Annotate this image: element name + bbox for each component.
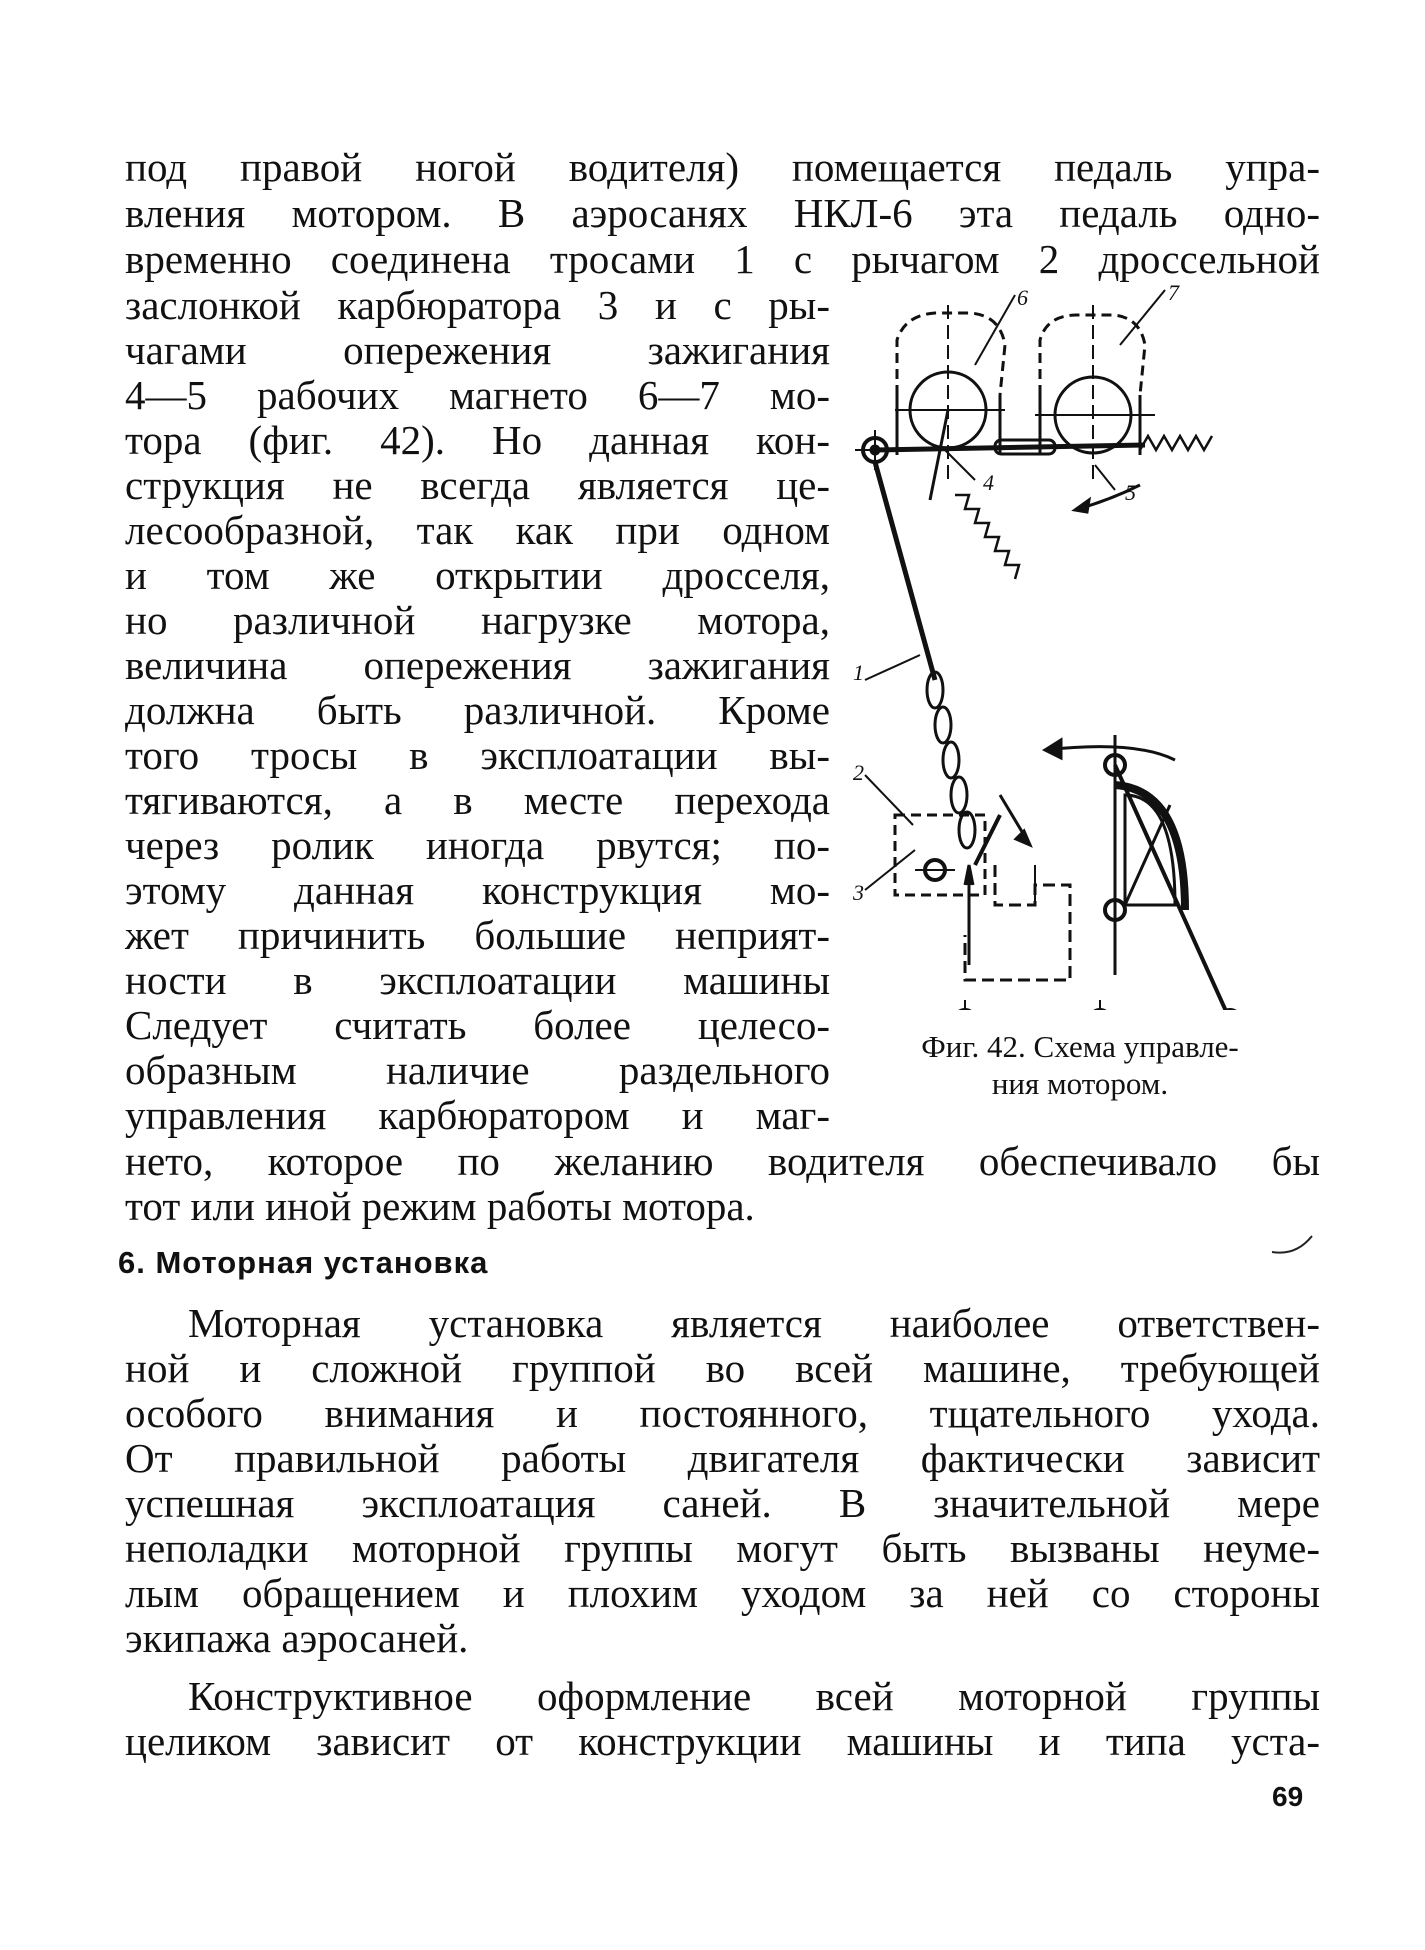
magneto-7 (1035, 305, 1155, 485)
figure-caption-line1: Фиг. 42. Схема управле- (921, 1029, 1239, 1064)
figure-caption-line2: ния мотором. (991, 1066, 1169, 1101)
text-line: целиком зависит от конструкции машины и типа уста- (125, 1718, 1320, 1764)
text-line: струкция не всегда является це- (125, 462, 830, 508)
text-line: но различной нагрузке мотора, (125, 597, 830, 643)
label-6: 6 (1017, 285, 1028, 310)
text-line: через ролик иногда рвутся; по- (125, 822, 830, 868)
section-heading: 6. Моторная установка (118, 1245, 489, 1280)
text-line: тора (фиг. 42). Но данная кон- (125, 417, 830, 463)
text-line: чагами опережения зажигания (125, 327, 830, 373)
text-line: особого внимания и постоянного, тщательного ухода. (125, 1390, 1320, 1436)
figure-42-diagram (835, 285, 1325, 1010)
text-line: Моторная установка является наиболее ответствен- (188, 1300, 1320, 1346)
text-line: того тросы в эксплоатации вы- (125, 732, 830, 778)
text-line: Конструктивное оформление всей моторной группы (188, 1673, 1320, 1719)
magneto-6 (895, 305, 1005, 485)
text-line: От правильной работы двигателя фактически зависит (125, 1435, 1320, 1481)
label-7: 7 (1168, 285, 1179, 305)
text-line: должна быть различной. Кроме (125, 687, 830, 733)
text-line: тягиваются, а в месте перехода (125, 777, 830, 823)
text-line: лым обращением и плохим уходом за ней со стороны (125, 1570, 1320, 1616)
stray-mark (1268, 1230, 1318, 1260)
text-line: тот или иной режим работы мотора. (125, 1183, 755, 1229)
text-line: образным наличие раздельного (125, 1047, 830, 1093)
label-2: 2 (853, 760, 864, 785)
text-line: ной и сложной группой во всей машине, требующей (125, 1345, 1320, 1391)
text-line: лесообразной, так как при одном (125, 507, 830, 553)
text-line: под правой ногой водителя) помещается педаль упра- (125, 144, 1320, 190)
page-number: 69 (1272, 1781, 1304, 1812)
label-5: 5 (1125, 480, 1136, 505)
text-line: заслонкой карбюратора 3 и с ры- (125, 282, 830, 328)
text-line: этому данная конструкция мо- (125, 867, 830, 913)
text-line: Следует считать более целесо- (125, 1002, 830, 1048)
text-line: экипажа аэросаней. (125, 1615, 469, 1661)
text-line: управления карбюратором и маг- (125, 1092, 830, 1138)
text-line: нето, которое по желанию водителя обеспечивало бы (125, 1138, 1320, 1184)
text-line: вления мотором. В аэросанях НКЛ-6 эта педаль одно- (125, 190, 1320, 236)
text-line: и том же открытии дросселя, (125, 552, 830, 598)
text-line: временно соединена тросами 1 с рычагом 2 дроссельной (125, 236, 1320, 282)
label-3: 3 (853, 880, 864, 905)
text-line: неполадки моторной группы могут быть вызваны неуме- (125, 1525, 1320, 1571)
label-1: 1 (853, 660, 864, 685)
text-line: величина опережения зажигания (125, 642, 830, 688)
text-line: ности в эксплоатации машины (125, 957, 830, 1003)
label-4: 4 (983, 470, 994, 495)
text-line: 4—5 рабочих магнето 6—7 мо- (125, 372, 830, 418)
text-line: жет причинить большие неприят- (125, 912, 830, 958)
text-line: успешная эксплоатация саней. В значительной мере (125, 1480, 1320, 1526)
